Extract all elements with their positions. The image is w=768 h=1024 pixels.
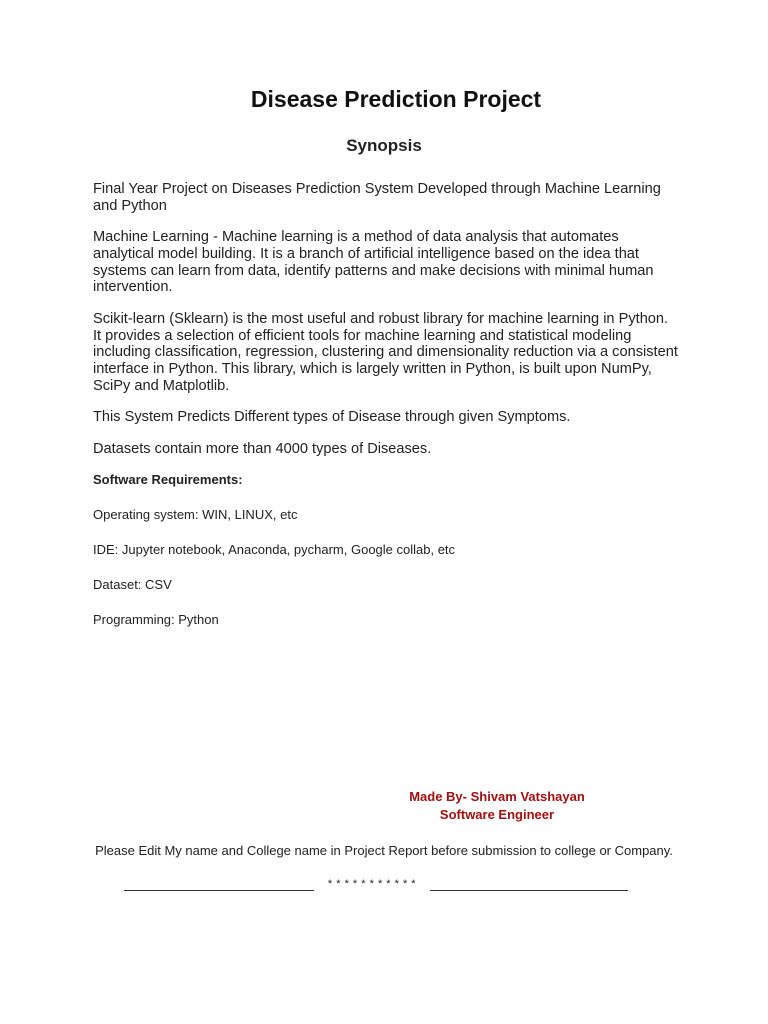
requirement-dataset: Dataset: CSV [93,577,172,593]
requirements-heading: Software Requirements: [93,472,243,488]
document-body [93,181,678,628]
paragraph-machine-learning: Machine Learning - Machine learning is a method of data analysis that automates analytical model building. It is a branch of artificial intelligence based on the idea that systems can learn from data, identify patterns and make decisions with minimal human intervention. [93,229,654,296]
requirement-ide: IDE: Jupyter notebook, Anaconda, pycharm, Google collab, etc [93,542,456,558]
paragraph-intro: Final Year Project on Diseases Prediction System Developed through Machine Learning and Python [93,181,661,214]
requirement-programming: Programming: Python [93,612,219,628]
author-role: Software Engineer [439,807,555,822]
paragraph-datasets: Datasets contain more than 4000 types of Diseases. [93,440,432,457]
author-name: Made By- Shivam Vatshayan [409,789,585,804]
requirement-os: Operating system: WIN, LINUX, etc [93,507,298,523]
document-title: Disease Prediction Project [250,86,542,112]
author-credit [382,788,612,824]
divider-rule-right [430,890,628,891]
paragraph-sklearn: Scikit-learn (Sklearn) is the most useful and robust library for machine learning in Python. It provides a selection of efficient tools for machine learning and statistical modeling including classification, regression, clustering and dimensionality reduction via a consistent interface in Python. This library, which is largely written in Python, is built upon NumPy, SciPy and Matplotlib. [93,310,678,394]
document-subtitle: Synopsis [346,136,422,155]
divider-stars: * * * * * * * * * * * [327,878,417,890]
paragraph-system: This System Predicts Different types of Disease through given Symptoms. [93,409,571,426]
footer-divider [124,876,628,892]
divider-rule-left [124,890,314,891]
edit-note: Please Edit My name and College name in Project Report before submission to college or Company. [95,843,673,858]
